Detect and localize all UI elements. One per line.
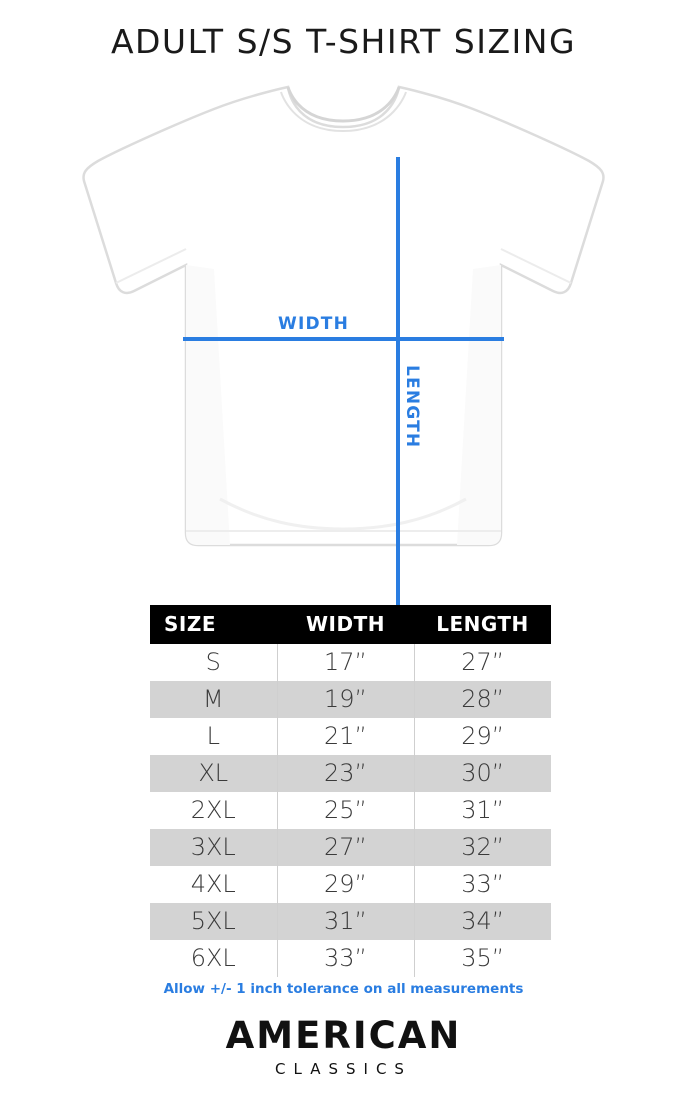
table-row [150,792,551,829]
cell-width: 29” [277,866,414,903]
cell-length: 31” [414,792,551,829]
cell-size: 6XL [150,940,277,977]
cell-size: M [150,681,277,718]
cell-width: 23” [277,755,414,792]
cell-length: 29” [414,718,551,755]
cell-width: 27” [277,829,414,866]
cell-width: 31” [277,903,414,940]
cell-size: 3XL [150,829,277,866]
table-row [150,940,551,977]
cell-length: 33” [414,866,551,903]
length-label: LENGTH [402,365,422,449]
table-row [150,866,551,903]
header-width: WIDTH [277,605,414,644]
cell-size: XL [150,755,277,792]
cell-length: 28” [414,681,551,718]
header-length: LENGTH [414,605,551,644]
cell-size: S [150,644,277,681]
cell-width: 19” [277,681,414,718]
width-measure-line [183,337,504,341]
cell-size: L [150,718,277,755]
cell-size: 5XL [150,903,277,940]
cell-length: 32” [414,829,551,866]
tshirt-diagram [0,69,687,569]
brand-logo [0,1014,687,1078]
cell-length: 30” [414,755,551,792]
table-row [150,755,551,792]
table-row [150,718,551,755]
header-size: SIZE [150,605,277,644]
cell-length: 35” [414,940,551,977]
tolerance-note: Allow +/- 1 inch tolerance on all measurements [163,981,524,997]
cell-length: 34” [414,903,551,940]
cell-size: 4XL [150,866,277,903]
cell-width: 25” [277,792,414,829]
length-measure-line [396,157,400,630]
cell-size: 2XL [150,792,277,829]
size-chart [150,605,537,977]
table-header-row [150,605,551,644]
brand-name: AMERICAN [225,1014,462,1057]
cell-length: 27” [414,644,551,681]
cell-width: 21” [277,718,414,755]
width-label: WIDTH [278,314,350,334]
cell-width: 17” [277,644,414,681]
size-table [150,605,551,977]
table-row [150,829,551,866]
table-row [150,681,551,718]
brand-tagline: CLASSICS [275,1060,412,1078]
table-row [150,644,551,681]
table-row [150,903,551,940]
page-title: ADULT S/S T-SHIRT SIZING [110,22,577,61]
cell-width: 33” [277,940,414,977]
